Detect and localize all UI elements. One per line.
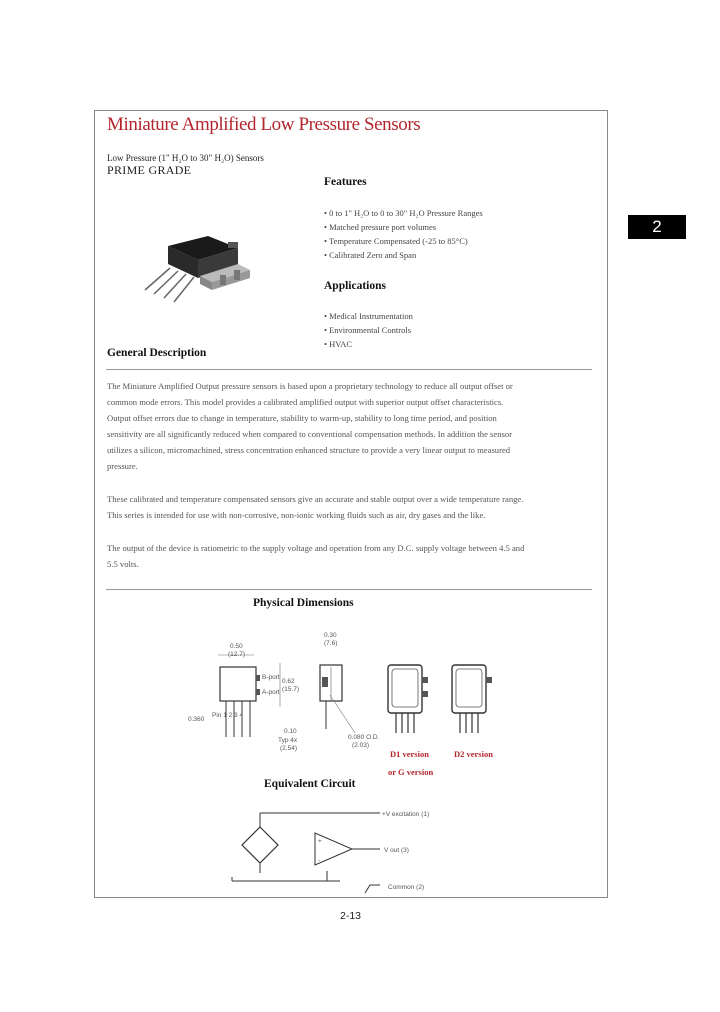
circuit-diagram [230, 805, 470, 895]
sensor-photo [140, 228, 260, 303]
dim-side: 0.360 [188, 716, 205, 723]
description-paragraph-2: These calibrated and temperature compensated sensors give an accurate and stable output over a wide temperature range. This series is intended for use with non-corrosive, non-ionic working fluids such as air, dry gases and the like. [107, 494, 524, 520]
list-item: • Environmental Controls [324, 325, 412, 335]
equivalent-circuit-heading: Equivalent Circuit [264, 778, 356, 790]
features-heading: Features [324, 176, 367, 188]
dim-typ: Typ 4x [278, 737, 298, 744]
physical-dimensions-heading: Physical Dimensions [253, 597, 354, 609]
list-item: • HVAC [324, 339, 353, 349]
excitation-label: +V excitation (1) [382, 811, 430, 818]
op-amp-plus: + [318, 838, 322, 845]
page-number: 2-13 [340, 910, 362, 922]
dim-thickness-mm: (7.6) [324, 640, 338, 647]
d2-version-label: D2 version [454, 749, 493, 759]
page-subtitle: Low Pressure (1" H₂O to 30" H₂O) Sensors [107, 153, 264, 163]
op-amp-minus: - [318, 857, 321, 864]
list-item: • Calibrated Zero and Span [324, 250, 417, 260]
list-item: • 0 to 1" H₂O to 0 to 30" H₂O Pressure Ranges [324, 208, 483, 218]
grade-label: PRIME GRADE [107, 163, 192, 177]
dim-pitch-mm: (2.54) [280, 745, 297, 752]
dimension-drawing [180, 625, 520, 785]
general-description-heading: General Description [107, 347, 207, 359]
description-paragraph-3: The output of the device is ratiometric to the supply voltage and operation from any D.C. supply voltage between 4.5 and 5.5 volts. [107, 543, 525, 569]
dim-thickness: 0.30 [324, 632, 337, 639]
port-a-label: A-port [262, 689, 280, 696]
divider [106, 369, 592, 370]
dim-height: 0.62 [282, 678, 295, 685]
description-paragraph-1: The Miniature Amplified Output pressure sensors is based upon a proprietary technology to reduce all output offset or common mode errors. This model provides a calibrated amplified output with superior output offset characteristics. Output offset errors due to change in temperature, stability to warm-up, stability to long time period, and position sensitivity are all significantly reduced when compared to conventional compensation methods. In addition the sensor utilizes a silicon, micromachined, stress concentration enhanced structure to provide a very linear output to measured pressure. [107, 381, 513, 471]
page-title: Miniature Amplified Low Pressure Sensors [107, 114, 421, 135]
port-b-label: B-port [262, 674, 280, 681]
dim-pin-diameter: 0.080 O.D. [348, 734, 380, 741]
pin-label: Pin 1 2 3 4 [212, 712, 244, 719]
dim-pitch: 0.10 [284, 728, 297, 735]
list-item: • Temperature Compensated (-25 to 85°C) [324, 236, 468, 246]
divider [106, 589, 592, 590]
dim-pin-diameter-mm: (2.03) [352, 742, 369, 749]
list-item: • Medical Instrumentation [324, 311, 413, 321]
features-list [324, 206, 483, 262]
g-version-label: or G version [388, 767, 434, 777]
section-tab: 2 [628, 215, 686, 239]
dim-width-mm: (12.7) [228, 651, 245, 658]
list-item: • Matched pressure port volumes [324, 222, 437, 232]
applications-list [324, 309, 413, 351]
common-label: Common (2) [388, 884, 425, 891]
applications-heading: Applications [324, 280, 386, 292]
d1-version-label: D1 version [390, 749, 429, 759]
dim-width: 0.50 [230, 643, 243, 650]
vout-label: V out (3) [384, 847, 409, 854]
dim-height-mm: (15.7) [282, 686, 299, 693]
